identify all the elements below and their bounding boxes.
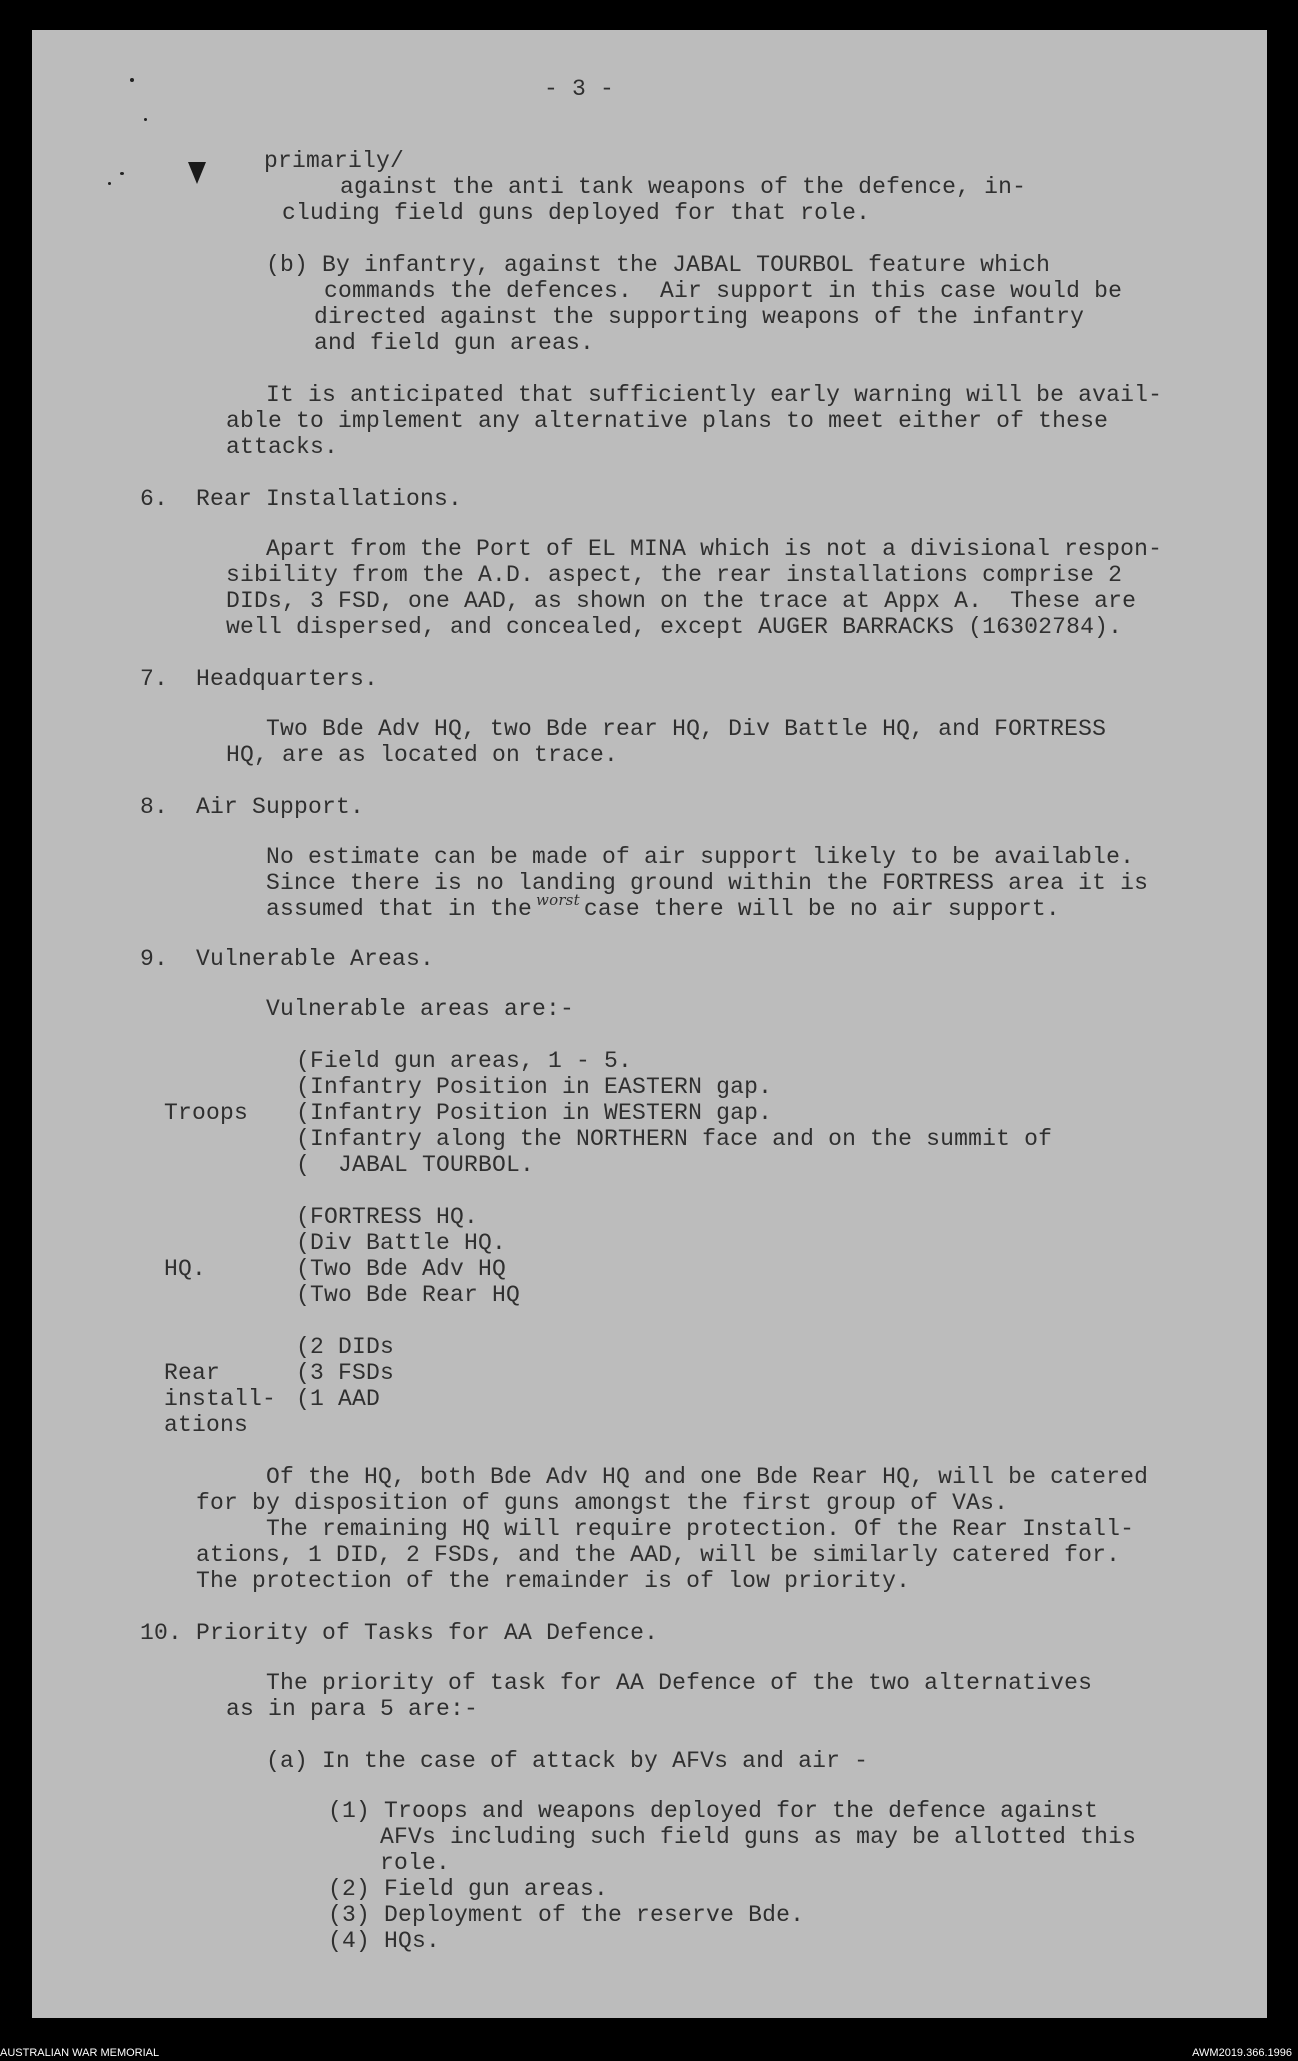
- ink-speck: [130, 78, 134, 82]
- para7-heading: 7. Headquarters.: [140, 666, 379, 692]
- para9-heading: 9. Vulnerable Areas.: [140, 946, 435, 972]
- rear-label: ations: [164, 1412, 249, 1438]
- item-b-line: directed against the supporting weapons of the infantry: [314, 304, 1085, 330]
- para6-line: well dispersed, and concealed, except AUGER BARRACKS (16302784).: [226, 614, 1123, 640]
- priority-subitem: (1) Troops and weapons deployed for the defence against: [328, 1798, 1099, 1824]
- para8-line: assumed that in the $^{worst}$ case there will be no air support.: [266, 891, 1060, 922]
- para9-closing-line: ations, 1 DID, 2 FSDs, and the AAD, will be similarly catered for.: [196, 1542, 1121, 1568]
- para6-line: DIDs, 3 FSD, one AAD, as shown on the trace at Appx A. These are: [226, 588, 1137, 614]
- para9-closing-line: Of the HQ, both Bde Adv HQ and one Bde Rear HQ, will be catered: [266, 1464, 1149, 1490]
- para8-heading: 8. Air Support.: [140, 794, 365, 820]
- hq-item: (Div Battle HQ.: [296, 1230, 507, 1256]
- item-b-line: commands the defences. Air support in this case would be: [324, 278, 1123, 304]
- warning-line: attacks.: [226, 434, 339, 460]
- para7-line: HQ, are as located on trace.: [226, 742, 619, 768]
- para9-closing-line: The protection of the remainder is of low priority.: [196, 1568, 911, 1594]
- priority-subitem: (3) Deployment of the reserve Bde.: [328, 1902, 805, 1928]
- para10-intro-line: as in para 5 are:-: [226, 1696, 479, 1722]
- troops-item: ( JABAL TOURBOL.: [296, 1152, 535, 1178]
- ink-speck: [144, 118, 147, 121]
- hq-item: (FORTRESS HQ.: [296, 1204, 479, 1230]
- item-b-line: and field gun areas.: [314, 330, 595, 356]
- para8-line: Since there is no landing ground within the FORTRESS area it is: [266, 870, 1149, 896]
- footer-source: AUSTRALIAN WAR MEMORIAL: [0, 2047, 160, 2059]
- para6-line: sibility from the A.D. aspect, the rear installations comprise 2: [226, 562, 1123, 588]
- hq-item: (Two Bde Rear HQ: [296, 1282, 521, 1308]
- troops-item: (Infantry Position in EASTERN gap.: [296, 1074, 773, 1100]
- troops-label: Troops: [164, 1100, 249, 1126]
- priority-subitem: (4) HQs.: [328, 1928, 441, 1954]
- troops-item: (Field gun areas, 1 - 5.: [296, 1048, 633, 1074]
- rear-label: Rear: [164, 1360, 221, 1386]
- priority-subitem: role.: [380, 1850, 451, 1876]
- rear-item: (1 AAD: [296, 1386, 381, 1412]
- priority-subitem: (2) Field gun areas.: [328, 1876, 609, 1902]
- page-number: - 3 -: [544, 76, 615, 102]
- warning-line: It is anticipated that sufficiently early warning will be avail-: [266, 382, 1163, 408]
- para7-line: Two Bde Adv HQ, two Bde rear HQ, Div Battle HQ, and FORTRESS: [266, 716, 1107, 742]
- para10-intro-line: The priority of task for AA Defence of the two alternatives: [266, 1670, 1093, 1696]
- hq-label: HQ.: [164, 1256, 207, 1282]
- rear-label: install-: [164, 1386, 277, 1412]
- priority-subitem: AFVs including such field guns as may be allotted this: [380, 1824, 1137, 1850]
- document-page: [32, 30, 1267, 2018]
- warning-line: able to implement any alternative plans to meet either of these: [226, 408, 1109, 434]
- ink-speck: [120, 172, 124, 175]
- para6-heading: 6. Rear Installations.: [140, 486, 463, 512]
- para10-heading: 10. Priority of Tasks for AA Defence.: [140, 1620, 659, 1646]
- item-a: (a) In the case of attack by AFVs and air -: [266, 1748, 869, 1774]
- para9-intro: Vulnerable areas are:-: [266, 996, 575, 1022]
- item-b-line: (b) By infantry, against the JABAL TOURBOL feature which: [266, 252, 1051, 278]
- troops-item: (Infantry Position in WESTERN gap.: [296, 1100, 773, 1126]
- para8-line: No estimate can be made of air support likely to be available.: [266, 844, 1135, 870]
- continuation-marker: primarily/: [264, 148, 405, 174]
- para6-line: Apart from the Port of EL MINA which is not a divisional respon-: [266, 536, 1163, 562]
- rear-item: (3 FSDs: [296, 1360, 395, 1386]
- rear-item: (2 DIDs: [296, 1334, 395, 1360]
- para9-closing-line: for by disposition of guns amongst the first group of VAs.: [196, 1490, 1009, 1516]
- para5-line: against the anti tank weapons of the defence, in-: [340, 174, 1027, 200]
- ink-speck: [108, 182, 111, 185]
- troops-item: (Infantry along the NORTHERN face and on the summit of: [296, 1126, 1053, 1152]
- para9-closing-line: The remaining HQ will require protection. Of the Rear Install-: [266, 1516, 1135, 1542]
- hq-item: (Two Bde Adv HQ: [296, 1256, 507, 1282]
- hole-punch-mark: [188, 162, 206, 184]
- para5-line: cluding field guns deployed for that role.: [282, 200, 871, 226]
- footer-accession-number: AWM2019.366.1996: [1192, 2047, 1292, 2059]
- handwritten-annotation: worst: [536, 891, 580, 909]
